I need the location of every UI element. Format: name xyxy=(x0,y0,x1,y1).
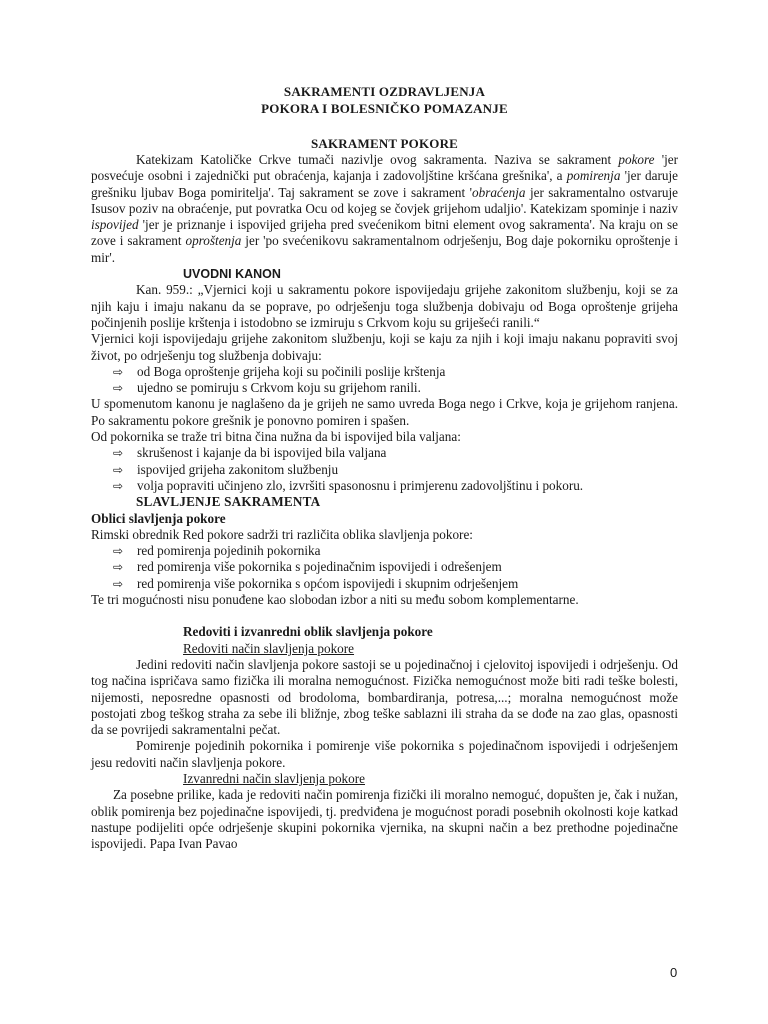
list-item: ⇨ volja popraviti učinjeno zlo, izvršiti spasonosnu i primjerenu zadovoljštinu i pokoru. xyxy=(113,477,584,493)
paragraph-kanon-959: Kan. 959.: „Vjernici koji u sakramentu pokore ispovijedaju grijehe zakonitom službenju, koji se za njih kaju i imaju nakanu da se poprave, po odrješenju toga službenja dobivaju od Boga oproštenje grijeha počinjenih poslije krštenja i istodobno se izmiruju s Crkvom koju su griješeći ranili.“ xyxy=(91,282,678,330)
subheading-izvanredni-nacin: Izvanredni način slavljenja pokore xyxy=(183,770,365,786)
document-title-line2: POKORA I BOLESNIČKO POMAZANJE xyxy=(261,101,508,116)
list-dobivaju xyxy=(91,364,678,397)
list-item: ⇨ od Boga oproštenje grijeha koji su počinili poslije krštenja xyxy=(113,363,446,379)
heading-oblici-slavljenja: Oblici slavljenja pokore xyxy=(91,510,226,526)
list-bitni-cini xyxy=(91,445,678,494)
arrow-right-outline-icon: ⇨ xyxy=(113,478,124,493)
heading-slavljenje-sakramenta: SLAVLJENJE SAKRAMENTA xyxy=(136,494,321,510)
paragraph-grijeh-uvreda: U spomenutom kanonu je naglašeno da je grijeh ne samo uvreda Boga nego i Crkve, koja je grijehom ranjena. Po sakramentu pokore grešnik je ponovno pomiren i spašen. xyxy=(91,396,678,428)
paragraph-jedini-redoviti: Jedini redoviti način slavljenja pokore sastoji se u pojedinačnoj i cjelovitoj ispovijedi i odrješenju. Od tog načina ispričava samo fizička ili moralna nemogućnost. Fizička nemogućnost može biti radi teške bolesti, nijemosti, neposredne opasnosti od brodoloma, bombardiranja, potresa,...; moralna nemogućnost može postojati zbog teškog straha za sebe ili bližnje, zbog teške sablazni ili straha da se dođe na zao glas, opasnosti da se povrijedi sakramentalni pečat. xyxy=(91,656,678,738)
subheading-redoviti-nacin: Redoviti način slavljenja pokore xyxy=(183,640,355,656)
paragraph-tri-cina: Od pokornika se traže tri bitna čina nužna da bi ispovijed bila valjana: xyxy=(91,429,461,445)
arrow-right-outline-icon: ⇨ xyxy=(113,560,124,575)
arrow-right-outline-icon: ⇨ xyxy=(113,576,124,591)
arrow-right-outline-icon: ⇨ xyxy=(113,544,124,559)
paragraph-pomirenje-pojedinih: Pomirenje pojedinih pokornika i pomirenje više pokornika s pojedinačnom ispovijedi i odrješenjem jesu redoviti način slavljenja pokore. xyxy=(91,738,678,770)
paragraph-vjernici: Vjernici koji ispovijedaju grijehe zakonitom službenju, koji se kaju za njih i koji imaju nakanu popraviti svoj život, po odrješenju tog službenja dobivaju: xyxy=(91,331,678,363)
paragraph-rimski-obrednik: Rimski obrednik Red pokore sadrži tri različita oblika slavljenja pokore: xyxy=(91,526,473,542)
paragraph-nazivlje: Katekizam Katoličke Crkve tumači nazivlje ovog sakramenta. Naziva se sakrament pokore 'jer posvećuje osobni i zajednički put obraćenja, kajanja i zadovoljštine kršćana grešnika', a pomirenja 'jer daruje grešniku ljubav Boga pomiritelja'. Taj sakrament se zove i sakrament 'obraćenja jer sakramentalno ostvaruje Isusov poziv na obraćenje, put povratka Ocu od kojeg se čovjek grijehom udaljio'. Katekizam spominje i naziv ispovijed 'jer je priznanje i ispovijed grijeha pred svećenikom bitni element ovog sakramenta'. Na kraju on se zove i sakrament oproštenja jer 'po svećenikovu sakramentalnom odrješenju, Bog daje pokorniku oproštenje i mir'. xyxy=(91,152,678,265)
list-oblici xyxy=(91,543,678,592)
heading-redoviti-izvanredni: Redoviti i izvanredni oblik slavljenja pokore xyxy=(183,624,433,640)
document-body xyxy=(91,83,678,852)
arrow-right-outline-icon: ⇨ xyxy=(113,364,124,379)
arrow-right-outline-icon: ⇨ xyxy=(113,462,124,477)
list-item: ⇨ skrušenost i kajanje da bi ispovijed bila valjana xyxy=(113,445,387,461)
paragraph-posebne-prilike: Za posebne prilike, kada je redoviti način pomirenja fizički ili moralno nemoguć, dopušten je, čak i nužan, oblik pomirenja bez pojedinačne ispovijedi, tj. predviđena je mogućnost poradi posebnih okolnosti koje katkad nastupe podijeliti opće odrješenje skupini pokornika vjernika, na skupni način a bez prethodne pojedinačne ispovijedi. Papa Ivan Pavao xyxy=(91,787,678,852)
list-item: ⇨ red pomirenja više pokornika s pojedinačnim ispovijedi i odrešenjem xyxy=(113,559,502,575)
list-item: ⇨ ujedno se pomiruju s Crkvom koju su grijehom ranili. xyxy=(113,380,421,396)
list-item: ⇨ red pomirenja više pokornika s općom ispovijedi i skupnim odrješenjem xyxy=(113,575,519,591)
paragraph-tri-mogucnosti: Te tri mogućnosti nisu ponuđene kao slobodan izbor a niti su među sobom komplementarne. xyxy=(91,592,579,608)
heading-uvodni-kanon: UVODNI KANON xyxy=(183,267,281,282)
list-item: ⇨ ispovijed grijeha zakonitom službenju xyxy=(113,461,339,477)
section-heading-sakrament-pokore: SAKRAMENT POKORE xyxy=(310,136,459,151)
page-number: 0 xyxy=(670,965,678,980)
arrow-right-outline-icon: ⇨ xyxy=(113,446,124,461)
document-title-line1: SAKRAMENTI OZDRAVLJENJA xyxy=(283,84,486,99)
arrow-right-outline-icon: ⇨ xyxy=(113,381,124,396)
list-item: ⇨ red pomirenja pojedinih pokornika xyxy=(113,543,321,559)
